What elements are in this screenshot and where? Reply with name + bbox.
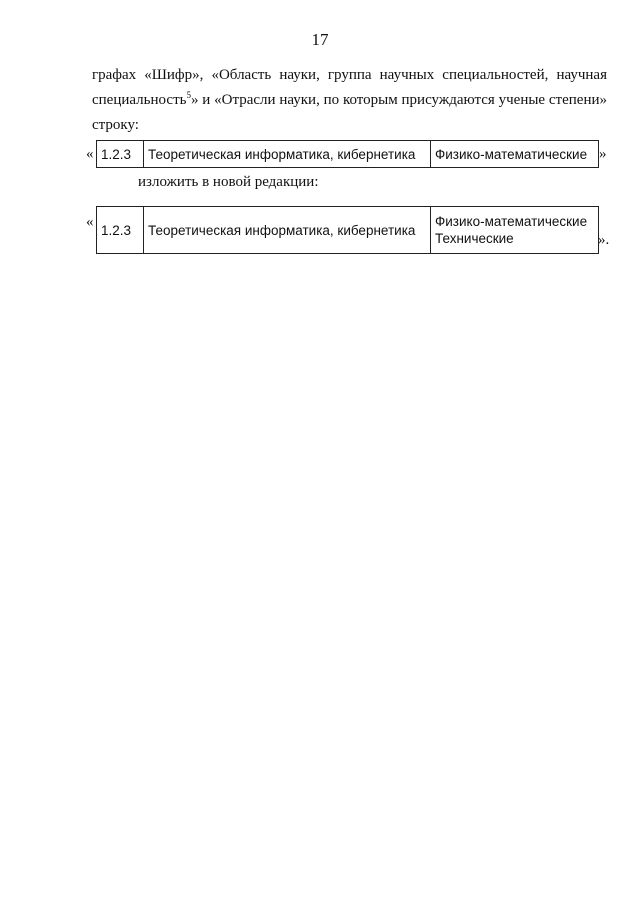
new-row-close-quote: ».	[598, 232, 610, 248]
instruction-text: изложить в новой редакции:	[138, 174, 319, 190]
old-row-name: Теоретическая информатика, кибернетика	[144, 141, 431, 168]
old-row-close-quote: »	[599, 146, 607, 162]
intro-text-end: » и «Отрасли науки, по которым присуждаются ученые степени» строку:	[92, 92, 607, 133]
old-row-table	[96, 140, 599, 168]
new-row-branch-1: Физико-математические	[435, 214, 588, 229]
table-row	[97, 207, 599, 254]
old-row-branch: Физико-математические	[431, 141, 599, 168]
table-row	[97, 141, 599, 168]
new-row-branch-2: Технические	[435, 231, 514, 246]
old-row-open-quote: «	[86, 146, 94, 162]
new-row-branches	[431, 207, 599, 254]
new-row-code: 1.2.3	[97, 207, 144, 254]
footnote-marker: 5	[186, 90, 191, 100]
new-row-table	[96, 206, 599, 254]
new-row-name: Теоретическая информатика, кибернетика	[144, 207, 431, 254]
intro-text-start: графах «Шифр», «Область науки, группа научных специальностей, научная специальность	[92, 67, 607, 108]
new-row-open-quote: «	[86, 214, 94, 230]
old-row-code: 1.2.3	[97, 141, 144, 168]
intro-paragraph	[92, 63, 607, 138]
page-number: 17	[311, 30, 329, 49]
